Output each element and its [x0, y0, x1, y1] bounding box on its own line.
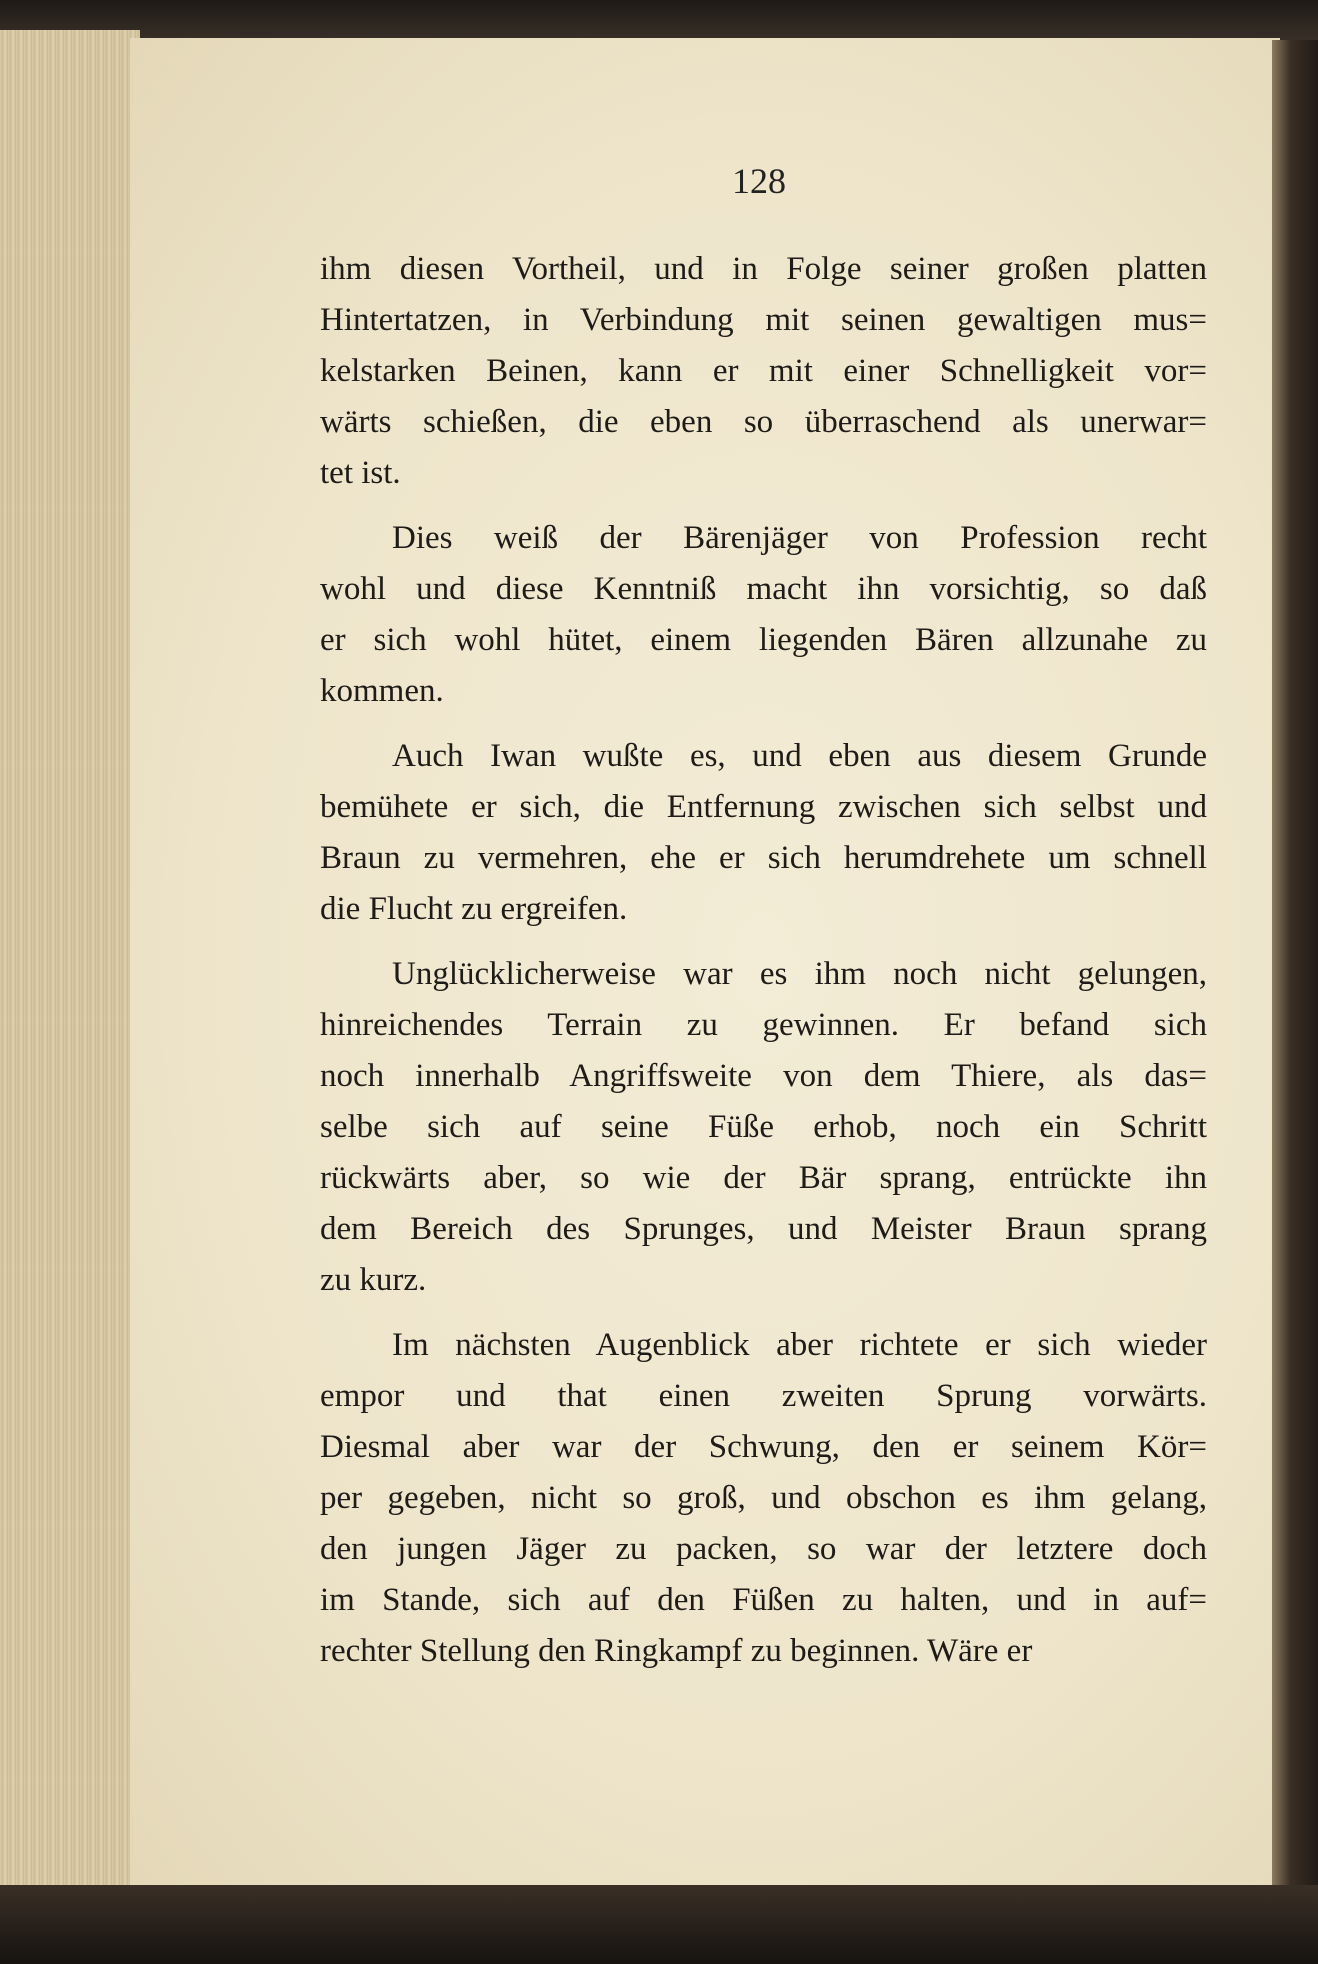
text-line: per gegeben, nicht so groß, und obschon es ihm gelang, [320, 1480, 1207, 1516]
paragraph [320, 949, 1207, 1306]
text-line: Diesmal aber war der Schwung, den er seinem Kör= [320, 1429, 1207, 1465]
body-text [320, 244, 1207, 1691]
book-binding-right [1272, 40, 1318, 1900]
text-line: selbe sich auf seine Füße erhob, noch ein Schritt [320, 1109, 1207, 1145]
text-line: Braun zu vermehren, ehe er sich herumdrehete um schnell [320, 840, 1207, 876]
text-line: rückwärts aber, so wie der Bär sprang, entrückte ihn [320, 1160, 1207, 1196]
scan-bottom-border [0, 1885, 1318, 1964]
text-line: wärts schießen, die eben so überraschend als unerwar= [320, 404, 1207, 440]
text-line: er sich wohl hütet, einem liegenden Bären allzunahe zu [320, 622, 1207, 658]
paragraph [320, 731, 1207, 935]
text-line: Dies weiß der Bärenjäger von Profession recht [392, 520, 1207, 556]
text-line: kommen. [320, 673, 444, 709]
text-line: ihm diesen Vortheil, und in Folge seiner großen platten [320, 251, 1207, 287]
paragraph [320, 244, 1207, 499]
page-number: 128 [732, 161, 786, 201]
text-line: den jungen Jäger zu packen, so war der letztere doch [320, 1531, 1207, 1567]
text-line: bemühete er sich, die Entfernung zwischen sich selbst und [320, 789, 1207, 825]
text-line: wohl und diese Kenntniß macht ihn vorsichtig, so daß [320, 571, 1207, 607]
text-line: zu kurz. [320, 1262, 427, 1298]
text-line: dem Bereich des Sprunges, und Meister Braun sprang [320, 1211, 1207, 1247]
text-line: Unglücklicherweise war es ihm noch nicht gelungen, [392, 956, 1207, 992]
book-page-edges-left [0, 30, 140, 1900]
text-line: Auch Iwan wußte es, und eben aus diesem Grunde [392, 738, 1207, 774]
paragraph [320, 1320, 1207, 1677]
scan-top-border [0, 0, 1318, 42]
text-line: empor und that einen zweiten Sprung vorwärts. [320, 1378, 1207, 1414]
text-line: Hintertatzen, in Verbindung mit seinen gewaltigen mus= [320, 302, 1207, 338]
text-line: rechter Stellung den Ringkampf zu beginnen. Wäre er [320, 1633, 1033, 1669]
text-line: hinreichendes Terrain zu gewinnen. Er befand sich [320, 1007, 1207, 1043]
text-line: tet ist. [320, 455, 401, 491]
text-line: Im nächsten Augenblick aber richtete er sich wieder [392, 1327, 1207, 1363]
text-line: kelstarken Beinen, kann er mit einer Schnelligkeit vor= [320, 353, 1207, 389]
paragraph [320, 513, 1207, 717]
text-line: die Flucht zu ergreifen. [320, 891, 628, 927]
text-line: im Stande, sich auf den Füßen zu halten, und in auf= [320, 1582, 1207, 1618]
text-line: noch innerhalb Angriffsweite von dem Thiere, als das= [320, 1058, 1207, 1094]
